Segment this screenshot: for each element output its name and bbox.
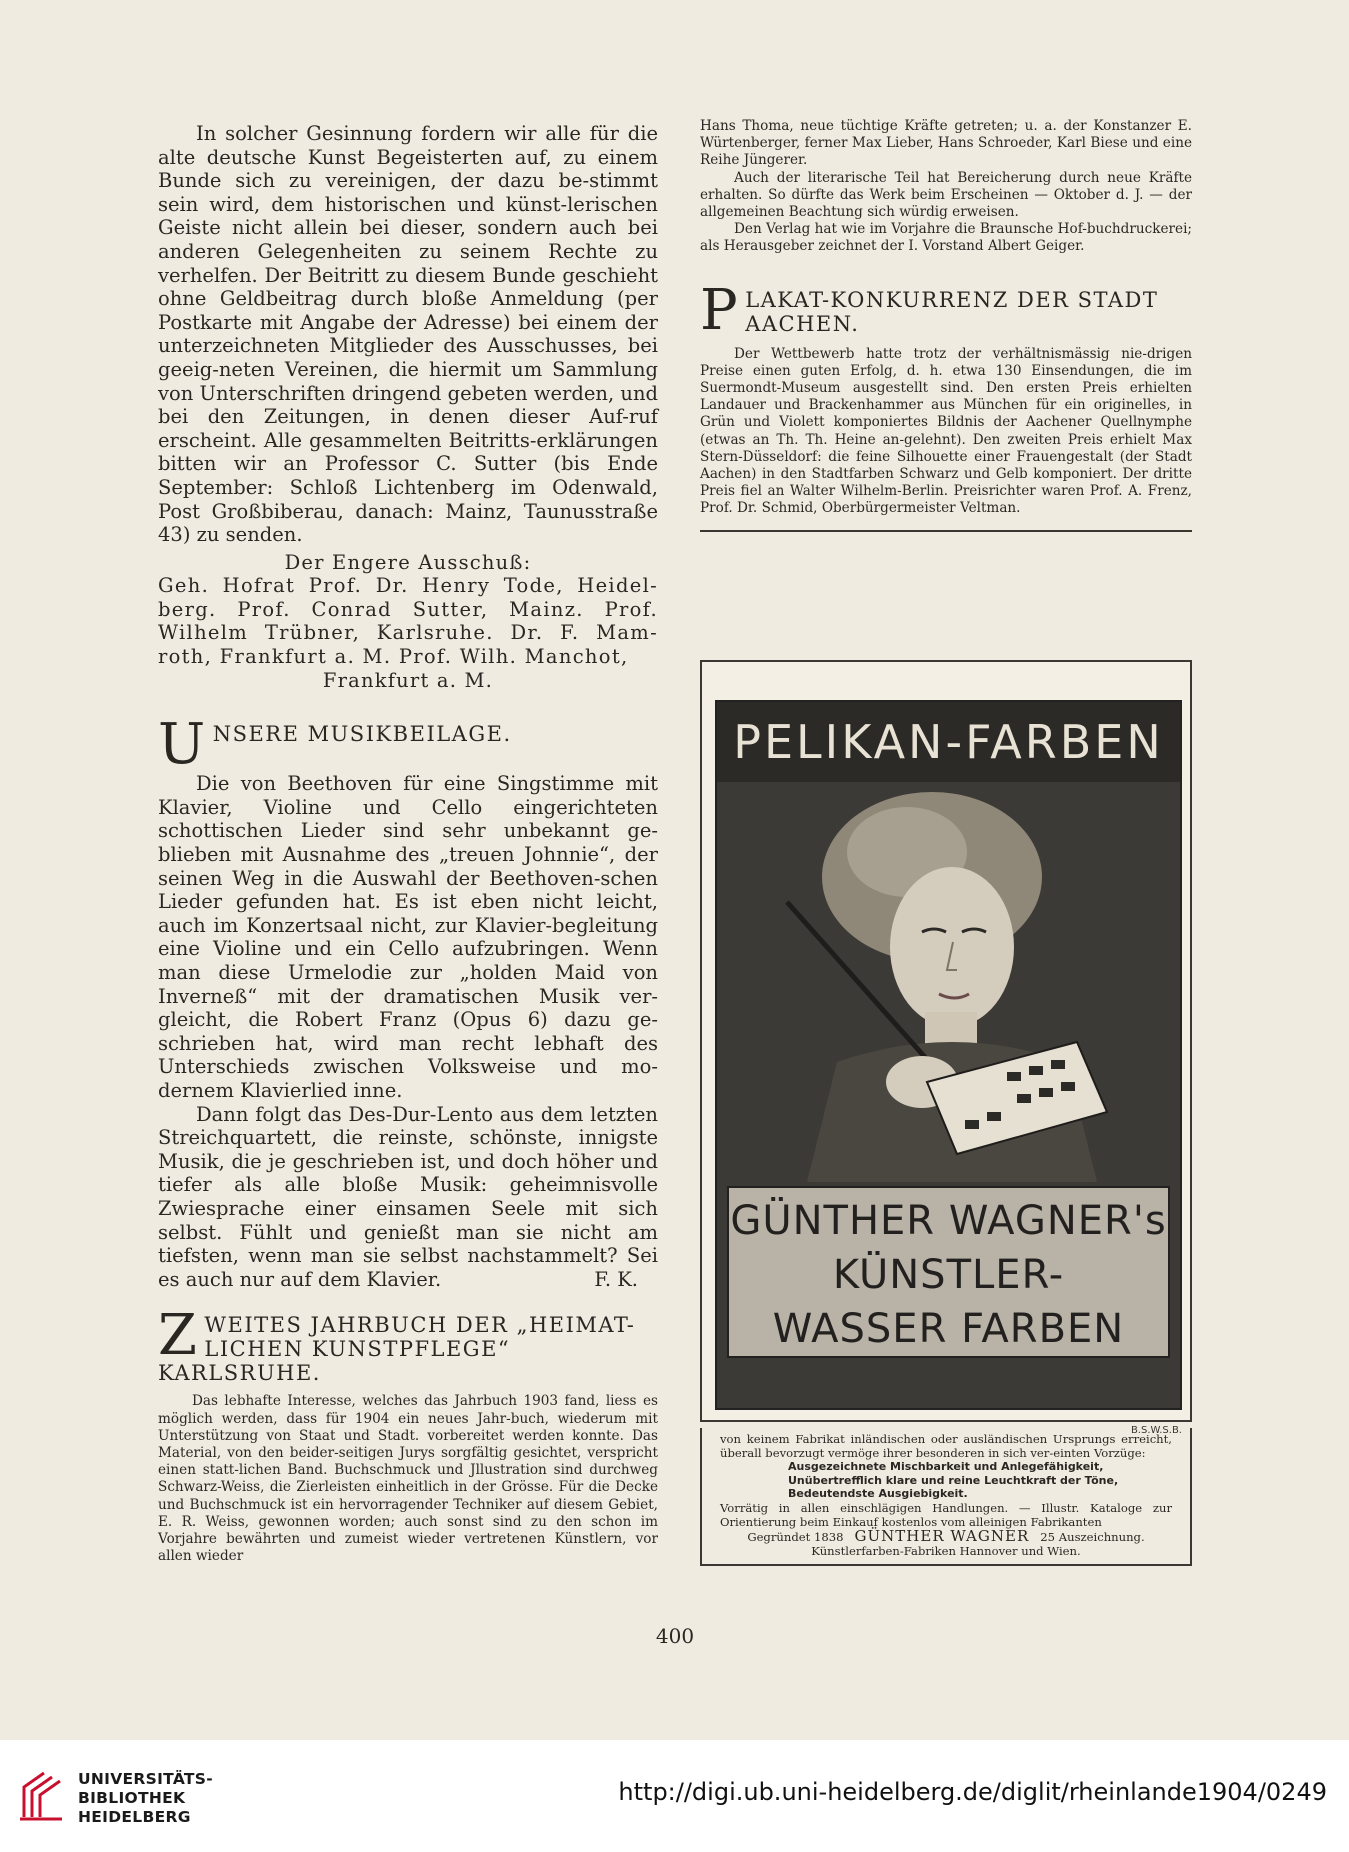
divider [700,530,1192,532]
heading-line-2: AACHEN. [745,311,860,336]
ad-factories: Künstlerfarben-Fabriken Hannover und Wien. [811,1543,1081,1558]
poster-brand-title: PELIKAN-FARBEN [717,702,1180,782]
poster-product-label [727,1186,1170,1358]
ad-feature-3: Bedeutendste Ausgiebigkeit. [788,1487,968,1500]
jahrbuch-publisher: Den Verlag hat wie im Vorjahre die Braunsche Hof-buchdruckerei; als Herausgeber zeichnet der I. Vorstand Albert Geiger. [700,221,1192,255]
advertisement-text [700,1428,1192,1566]
poster-line-1: GÜNTHER WAGNER's [730,1198,1167,1244]
heading-initial: P [700,277,740,343]
ad-intro: von keinem Fabrikat inländischen oder ausländischen Ursprungs erreicht, überall bevorzugt vermöge ihrer besonderen in sich ver-einten Vorzüge: [720,1432,1172,1460]
woman-painting-illustration [717,782,1180,1182]
poster-signature: B.S.W.S.B. [1130,1425,1182,1436]
library-name [78,1770,213,1827]
left-column [158,122,658,1565]
jahrbuch-heading [158,1303,658,1386]
library-logo-icon [14,1769,68,1823]
ad-founded: Gegründet 1838 [747,1529,844,1544]
musikbeilage-signature: F. K. [594,1267,638,1291]
heading-line-1: LAKAT-KONKURRENZ DER STADT [745,287,1159,312]
poster-illustration [715,700,1182,1410]
ad-note: Vorrätig in allen einschlägigen Handlungen. — Illustr. Kataloge zur Orientierung beim Einkauf kostenlos vom alleinigen Fabrikanten [720,1500,1172,1529]
jahrbuch-literary: Auch der literarische Teil hat Bereicherung durch neue Kräfte erhalten. So dürfte das Werk beim Erscheinen — Oktober d. J. — der allgemeinen Beachtung sich würdig erweisen. [700,169,1192,221]
library-name-line-2: BIBLIOTHEK [78,1789,186,1807]
musikbeilage-heading [158,712,658,778]
permalink-url[interactable]: http://digi.ub.uni-heidelberg.de/diglit/rheinlande1904/0249 [618,1778,1327,1806]
poster-line-2: KÜNSTLER- [832,1252,1065,1298]
library-footer [0,1740,1349,1852]
jahrbuch-continued: Hans Thoma, neue tüchtige Kräfte getreten; u. a. der Konstanzer E. Würtenberger, ferner Max Lieber, Hans Schroeder, Karl Biese und eine Reihe Jüngerer. [700,118,1192,169]
ad-company-line [720,1526,1172,1545]
musikbeilage-paragraph-1: Die von Beethoven für eine Singstimme mit Klavier, Violine und Cello eingerichteten schottischen Lieder sind sehr unbekannt ge-blieben mit Ausnahme des „treuen Johnnie“, der seinen Weg in die Auswahl der Beethoven-schen Lieder gefunden hat. Es ist eben nicht leicht, auch im Konzertsaal nicht, zur Klavier-begleitung eine Violine und ein Cello aufzubringen. Wenn man diese Urmelodie zur „holden Maid von Inverneß“ mit der dramatischen Musik ver-gleicht, die Robert Franz (Opus 6) dazu ge-schrieben hat, wird man recht lebhaft des Unterschieds zwischen Volksweise und mo-dernem Klavierlied inne. [158,772,658,1102]
right-column [700,118,1192,532]
library-name-line-3: HEIDELBERG [78,1808,191,1826]
heading-initial: Z [158,1303,199,1369]
ad-company: GÜNTHER WAGNER [854,1526,1030,1545]
advertisement-poster [700,660,1192,1436]
heading-initial: U [158,712,207,778]
ad-feature-1: Ausgezeichnete Mischbarkeit und Anlegefähigkeit, [788,1460,1104,1473]
appeal-paragraph: In solcher Gesinnung fordern wir alle für die alte deutsche Kunst Begeisterten auf, zu einem Bunde sich zu vereinigen, der dazu be-stimmt sein wird, dem historischen und künst-lerischen Geiste nicht allein bei dieser, sondern auch bei anderen Gelegenheiten zu seinem Rechte zu verhelfen. Der Beitritt zu diesem Bunde geschieht ohne Geldbeitrag durch bloße Anmeldung (per Postkarte mit Angabe der Adresse) bei einem der unterzeichneten Mitglieder des Ausschusses, bei geeig-neten Vereinen, die hiermit um Sammlung von Unterschriften dringend gebeten werden, und bei den Zeitungen, in denen dieser Auf-ruf erscheint. Alle gesammelten Beitritts-erklärungen bitten wir an Professor C. Sutter (bis Ende September: Schloß Lichtenberg im Odenwald, Post Großbiberau, danach: Mainz, Taunusstraße 43) zu senden. [158,122,658,547]
page-number: 400 [655,1624,695,1648]
committee-last-line: Frankfurt a. M. [322,668,494,692]
heading-line-2: LICHEN KUNSTPFLEGE“ KARLSRUHE. [158,1337,511,1386]
heading-text: NSERE MUSIKBEILAGE. [212,722,512,747]
committee-title: Der Engere Ausschuß: [284,550,532,574]
plakat-heading [700,277,1192,343]
musikbeilage-paragraph-2: Dann folgt das Des-Dur-Lento aus dem letzten Streichquartett, die reinste, schönste, innigste Musik, die je geschrieben ist, und doch höher und tiefer als alle bloße Musik: geheimnisvolle Zwiesprache einer einsamen Seele mit sich selbst. Fühlt und genießt man sie nicht am tiefsten, wenn man sie selbst nachstammelt? Sei es auch nur auf dem Klavier. [158,1102,658,1291]
poster-line-3: WASSER FARBEN [772,1306,1125,1352]
jahrbuch-paragraph: Das lebhafte Interesse, welches das Jahrbuch 1903 fand, liess es möglich werden, dass für 1904 ein neues Jahr-buch, wiederum mit Unterstützung von Staat und Stadt. vorbereitet werden konnte. Das Material, von den beider-seitigen Jurys sorgfältig gesichtet, verspricht einen statt-lichen Band. Buchschmuck und Jllustration sind durchweg Schwarz-Weiss, die Zierleisten einheitlich in der Grösse. Für die Decke und Buchschmuck ist ein hervorragender Techniker auf diesem Gebiet, E. R. Weiss, gewonnen worden; auch sonst sind zu den schon im Vorjahre bewährten und zumeist wieder vertretenen Künstlern, vor allen wieder [158,1393,658,1565]
ad-awards: 25 Auszeichnung. [1040,1529,1145,1544]
plakat-paragraph: Der Wettbewerb hatte trotz der verhältnismässig nie-drigen Preise einen guten Erfolg, d. h. etwa 130 Einsendungen, die im Suermondt-Museum ausgestellt sind. Den ersten Preis erhielten Landauer und Brackenhammer aus München für ein originelles, in Grün und Violett komponiertes Bildnis der Aachener Quellnymphe (etwas an Th. Th. Heine an-gelehnt). Den zweiten Preis erhielt Max Stern-Düsseldorf: die feine Silhouette einer Frauengestalt (der Stadt Aachen) in den Stadtfarben Schwarz und Gelb komponiert. Der dritte Preis fiel an Walter Wilhelm-Berlin. Preisrichter waren Prof. A. Frenz, Prof. Dr. Schmid, Oberbürgermeister Veltman. [700,345,1192,517]
heading-line-1: WEITES JAHRBUCH DER „HEIMAT- [204,1313,636,1338]
ad-feature-2: Unübertrefflich klare und reine Leuchtkraft der Töne, [788,1473,1119,1487]
committee-members: Geh. Hofrat Prof. Dr. Henry Tode, Heidel-berg. Prof. Conrad Sutter, Mainz. Prof. Wilhelm Trübner, Karlsruhe. Dr. F. Mam-roth, Frankfurt a. M. Prof. Wilh. Manchot, [158,574,658,669]
library-name-line-1: UNIVERSITÄTS- [78,1770,214,1788]
